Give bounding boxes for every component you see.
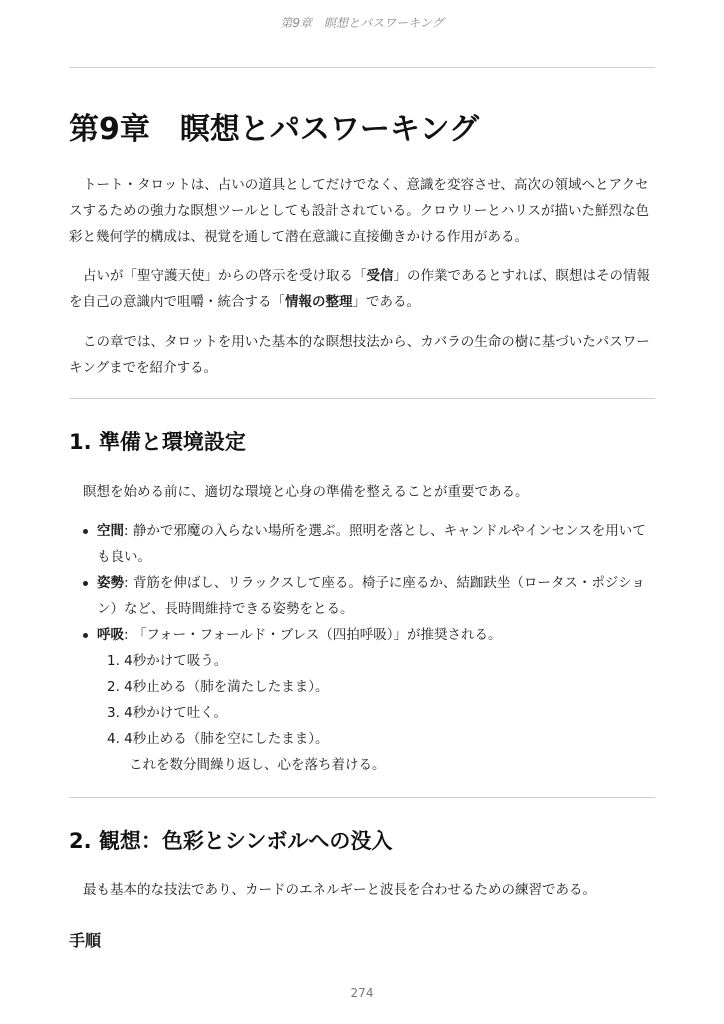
bullet-icon xyxy=(83,529,88,534)
intro-paragraph-2: 占いが「聖守護天使」からの啓示を受け取る「受信」の作業であるとすれば、瞑想はその情報を自己の意識内で咀嚼・統合する「情報の整理」である。 xyxy=(69,268,650,310)
list-item-term: 呼吸 xyxy=(97,627,124,643)
breathing-steps xyxy=(97,648,655,752)
list-item-text: : 背筋を伸ばし、リラックスして座る。椅子に座るか、結跏趺坐（ロータス・ポジション）など、長時間維持できる姿勢をとる。 xyxy=(97,575,645,617)
list-item-term: 姿勢 xyxy=(97,575,124,591)
chapter-title: 第9章 瞑想とパスワーキング xyxy=(69,112,479,147)
bullet-icon xyxy=(83,581,88,586)
emphasis-receiving: 受信 xyxy=(366,268,394,284)
step-item: 4. 4秒止める（肺を空にしたまま）。 xyxy=(107,731,329,747)
intro-paragraph-1: トート・タロットは、占いの道具としてだけでなく、意識を変容させ、高次の領域へとアクセスするための強力な瞑想ツールとしても設計されている。クロウリーとハリスが描いた鮮烈な色彩と幾何学的構成は、視覚を通して潜在意識に直接働きかける作用がある。 xyxy=(69,177,649,245)
list-item xyxy=(80,622,655,778)
step-item: 2. 4秒止める（肺を満たしたまま）。 xyxy=(107,679,329,695)
preparation-list xyxy=(80,518,655,778)
section-divider xyxy=(69,797,655,798)
section-2-heading: 2. 観想：色彩とシンボルへの没入 xyxy=(69,829,393,853)
emphasis-organizing: 情報の整理 xyxy=(285,294,353,310)
section-divider xyxy=(69,398,655,399)
step-item: 1. 4秒かけて吸う。 xyxy=(107,653,228,669)
list-item-term: 空間 xyxy=(97,523,124,539)
section-1-lead: 瞑想を始める前に、適切な環境と心身の準備を整えることが重要である。 xyxy=(83,484,529,500)
step-item: 3. 4秒かけて吐く。 xyxy=(107,705,227,721)
list-item xyxy=(80,518,655,570)
intro-paragraph-3: この章では、タロットを用いた基本的な瞑想技法から、カバラの生命の樹に基づいたパスワーキングまでを紹介する。 xyxy=(69,334,650,376)
bullet-icon xyxy=(83,633,88,638)
page-number: 274 xyxy=(350,986,374,1000)
list-item-text: : 静かで邪魔の入らない場所を選ぶ。照明を落とし、キャンドルやインセンスを用いても良い。 xyxy=(97,523,646,565)
section-2-lead: 最も基本的な技法であり、カードのエネルギーと波長を合わせるための練習である。 xyxy=(83,882,596,898)
list-item-text: : 「フォー・フォールド・ブレス（四拍呼吸）」が推奨される。 xyxy=(124,627,502,643)
steps-note: これを数分間繰り返し、心を落ち着ける。 xyxy=(129,757,386,773)
procedure-subheading: 手順 xyxy=(69,931,102,950)
running-header: 第9章 瞑想とパスワーキング xyxy=(280,16,444,30)
list-item xyxy=(80,570,655,622)
header-divider xyxy=(69,67,655,68)
section-1-heading: 1. 準備と環境設定 xyxy=(69,430,246,454)
